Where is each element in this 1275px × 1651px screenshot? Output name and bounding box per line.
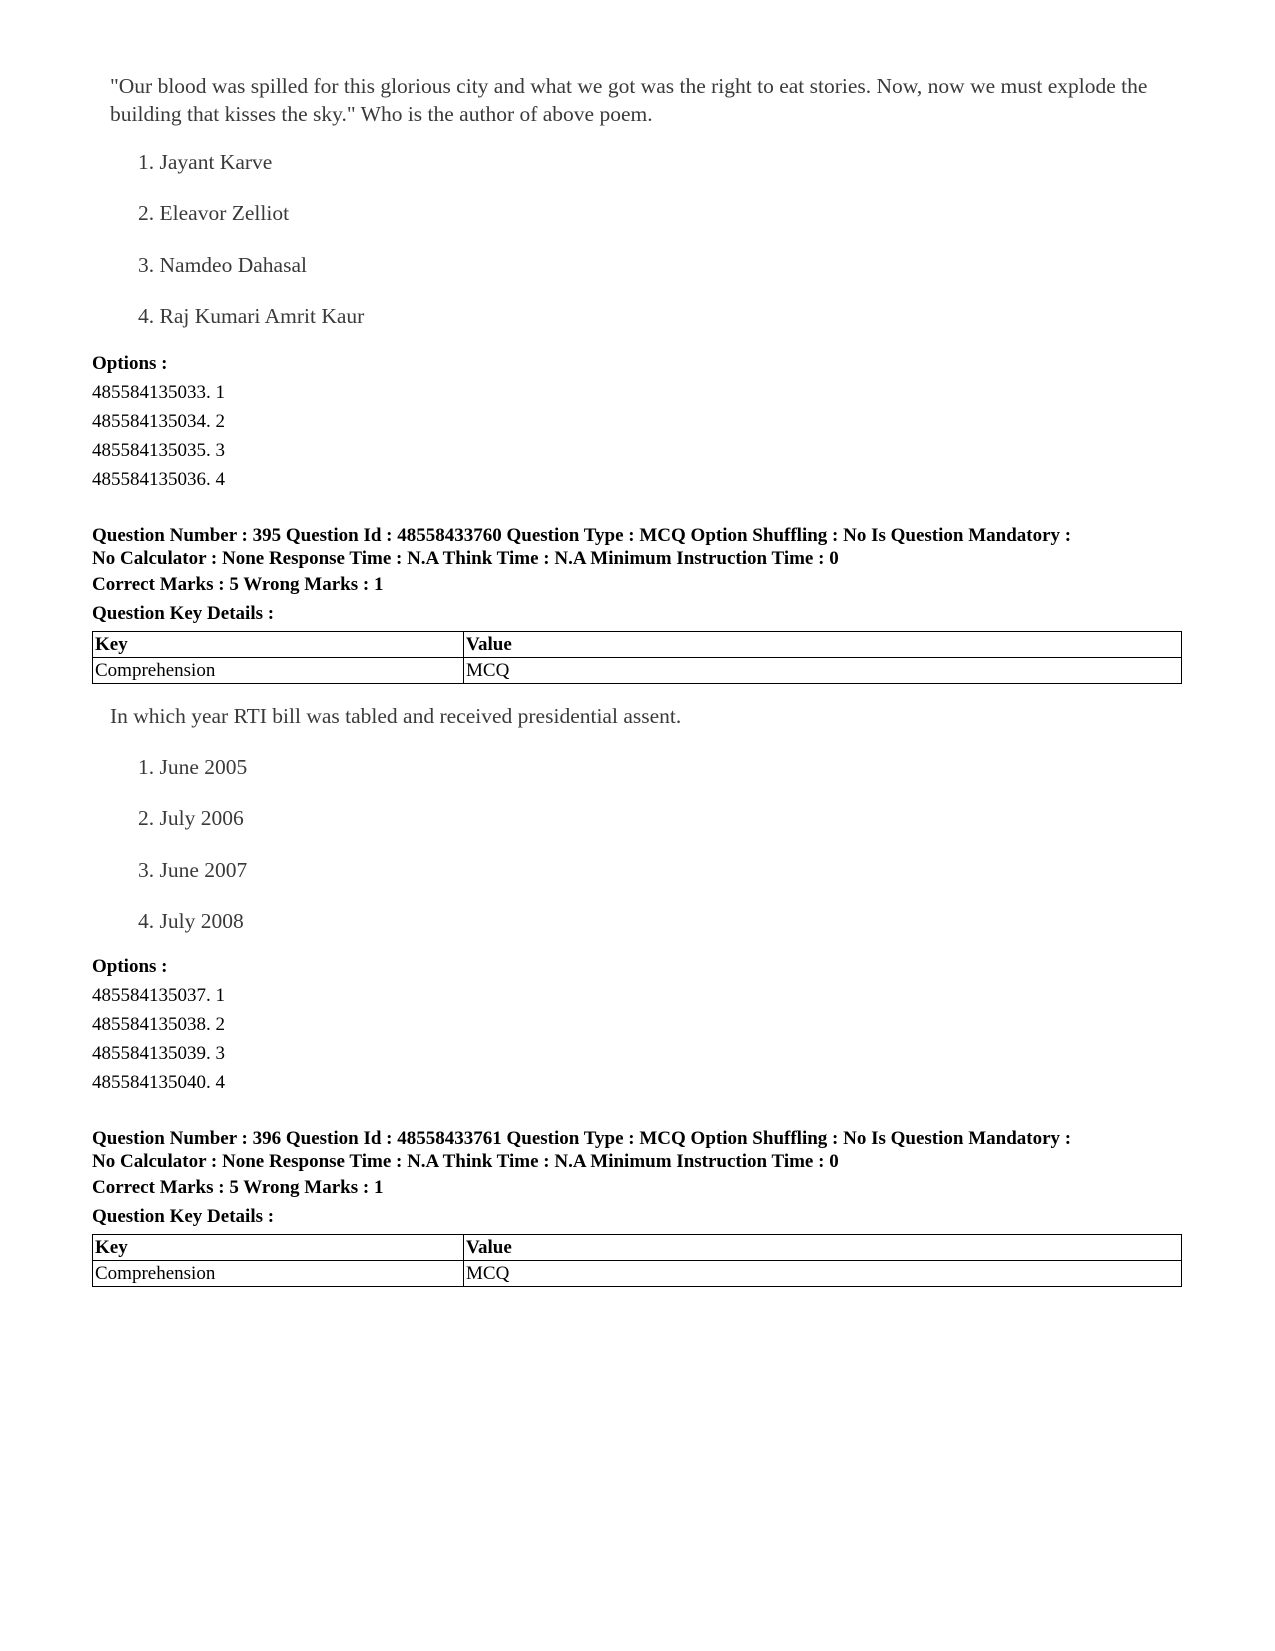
- table-header-row: [93, 632, 1182, 658]
- option-item: 485584135040. 4: [92, 1072, 225, 1093]
- question-image-rti: [110, 702, 1150, 942]
- key-details-table: [92, 631, 1182, 684]
- table-header-value: Value: [464, 632, 1182, 658]
- option-item: 485584135039. 3: [92, 1043, 225, 1064]
- options-heading: Options :: [92, 956, 168, 977]
- question-stem: "Our blood was spilled for this glorious city and what we got was the right to eat stories. Now, now we must explode the building that kisses the sky." Who is the author of above poem.: [110, 74, 1148, 126]
- options-block: [92, 952, 225, 1097]
- key-details-table: [92, 1234, 1182, 1287]
- option-item: 485584135036. 4: [92, 469, 225, 490]
- table-cell-key: Comprehension: [93, 1261, 464, 1287]
- table-header-key: Key: [93, 1235, 464, 1261]
- question-stem: In which year RTI bill was tabled and received presidential assent.: [110, 704, 682, 728]
- question-meta-line: Question Number : 395 Question Id : 48558433760 Question Type : MCQ Option Shuffling : No Is Question Mandatory :: [92, 525, 1072, 546]
- question-image-poem: [110, 72, 1150, 342]
- question-meta-396: [92, 1127, 1202, 1231]
- choice-item: 4. Raj Kumari Amrit Kaur: [138, 304, 365, 328]
- table-cell-value: MCQ: [464, 1261, 1182, 1287]
- options-block: [92, 349, 225, 494]
- table-cell-value: MCQ: [464, 658, 1182, 684]
- question-meta-line: Question Number : 396 Question Id : 48558433761 Question Type : MCQ Option Shuffling : No Is Question Mandatory :: [92, 1128, 1072, 1149]
- choice-item: 4. July 2008: [138, 909, 244, 933]
- table-header-row: [93, 1235, 1182, 1261]
- key-details-heading: Question Key Details :: [92, 1206, 275, 1227]
- option-item: 485584135037. 1: [92, 985, 225, 1006]
- choice-item: 3. June 2007: [138, 858, 248, 882]
- key-details-heading: Question Key Details :: [92, 603, 275, 624]
- table-cell-key: Comprehension: [93, 658, 464, 684]
- question-meta-395: [92, 524, 1202, 628]
- option-item: 485584135034. 2: [92, 411, 225, 432]
- marks-line: Correct Marks : 5 Wrong Marks : 1: [92, 574, 384, 595]
- choice-item: 1. Jayant Karve: [138, 150, 273, 174]
- question-meta-line: No Calculator : None Response Time : N.A Think Time : N.A Minimum Instruction Time : 0: [92, 1151, 839, 1172]
- marks-line: Correct Marks : 5 Wrong Marks : 1: [92, 1177, 384, 1198]
- option-item: 485584135033. 1: [92, 382, 225, 403]
- choice-item: 3. Namdeo Dahasal: [138, 253, 307, 277]
- choice-item: 2. July 2006: [138, 806, 244, 830]
- table-row: [93, 1261, 1182, 1287]
- table-header-key: Key: [93, 632, 464, 658]
- choice-item: 2. Eleavor Zelliot: [138, 201, 290, 225]
- choice-item: 1. June 2005: [138, 755, 248, 779]
- option-item: 485584135035. 3: [92, 440, 225, 461]
- question-meta-line: No Calculator : None Response Time : N.A Think Time : N.A Minimum Instruction Time : 0: [92, 548, 839, 569]
- options-heading: Options :: [92, 353, 168, 374]
- option-item: 485584135038. 2: [92, 1014, 225, 1035]
- table-header-value: Value: [464, 1235, 1182, 1261]
- table-row: [93, 658, 1182, 684]
